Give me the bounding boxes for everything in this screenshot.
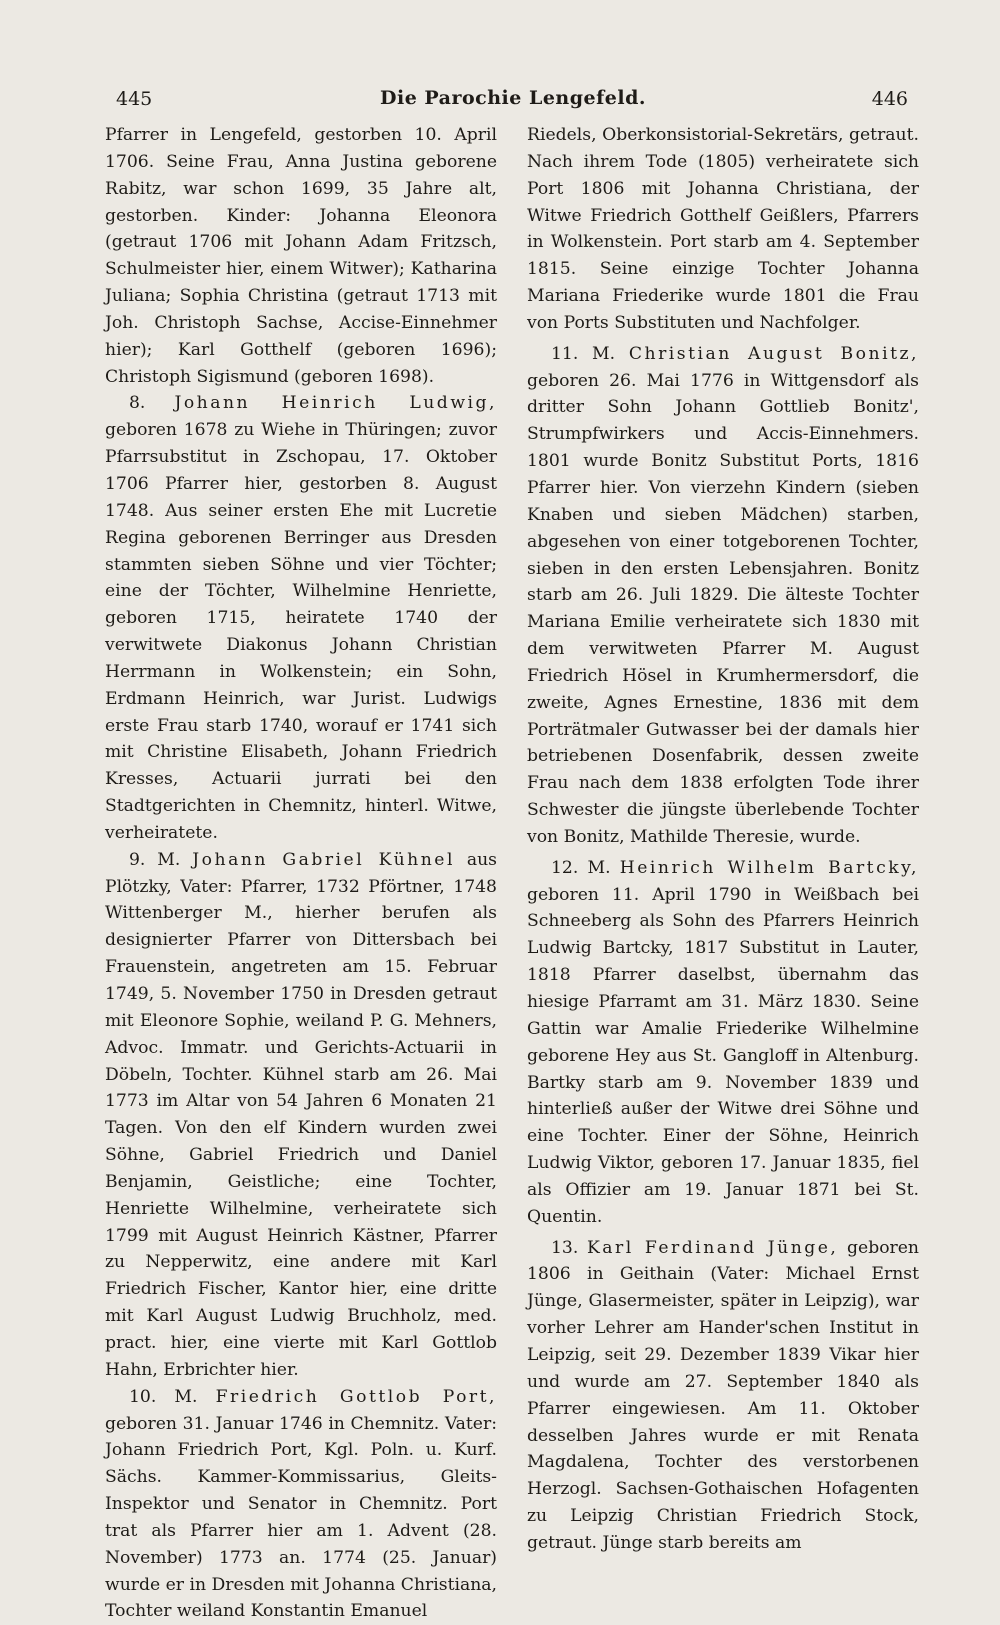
entry-number: 13. <box>551 1237 579 1258</box>
entry-text: geboren 26. Mai 1776 in Wittgensdorf als dritter Sohn Johann Gottlieb Bonitz', Strumpfwirkers und Accis-Einnehmers. 1801 wurde Bonitz Substitut Ports, 1816 Pfarrer hier. Von vierzehn Kindern (sieben Knaben und sieben Mädchen) starben, abgesehen von einer totgeborenen Tochter, sieben in den ersten Lebensjahren. Bonitz starb am 26. Juli 1829. Die älteste Tochter Mariana Emilie verheiratete sich 1830 mit dem verwitweten Pfarrer M. August Friedrich Hösel in Krumhermersdorf, die zweite, Agnes Ernestine, 1836 mit dem Porträtmaler Gutwasser bei der damals hier betriebenen Dosenfabrik, dessen zweite Frau nach dem 1838 erfolgten Tode ihrer Schwester die jüngste überlebende Tochter von Bonitz, Mathilde Theresie, wurde. <box>527 370 919 847</box>
running-title: Die Parochie Lengefeld. <box>380 87 646 109</box>
entry-number: 9. M. <box>129 849 181 870</box>
entry-number: 11. M. <box>551 343 616 364</box>
entry-pastor-9 <box>105 847 497 1384</box>
entry-number: 12. M. <box>551 857 611 878</box>
left-column <box>105 122 497 1625</box>
paragraph-continuation: Riedels, Oberkonsistorial-Sekretärs, getraut. Nach ihrem Tode (1805) verheiratete sich Port 1806 mit Johanna Christiana, der Witwe Friedrich Gotthelf Geißlers, Pfarrers in Wolkenstein. Port starb am 4. September 1815. Seine einzige Tochter Johanna Mariana Friederike wurde 1801 die Frau von Ports Substituten und Nachfolger. <box>527 125 919 333</box>
entry-number: 8. <box>129 393 146 414</box>
left-page-number: 445 <box>116 88 153 110</box>
pastor-name: Christian August Bonitz, <box>628 343 920 364</box>
entry-text: aus Plötzky, Vater: Pfarrer, 1732 Pförtner, 1748 Wittenberger M., hierher berufen als designierter Pfarrer von Dittersbach bei Frauenstein, angetreten am 15. Februar 1749, 5. November 1750 in Dresden getraut mit Eleonore Sophie, weiland P. G. Mehners, Advoc. Immatr. und Gerichts-Actuarii in Döbeln, Tochter. Kühnel starb am 26. Mai 1773 im Altar von 54 Jahren 6 Monaten 21 Tagen. Von den elf Kindern wurden zwei Söhne, Gabriel Friedrich und Daniel Benjamin, Geistliche; eine Tochter, Henriette Wilhelmine, verheiratete sich 1799 mit August Heinrich Kästner, Pfarrer zu Nepperwitz, eine andere mit Karl Friedrich Fischer, Kantor hier, eine dritte mit Karl August Ludwig Bruchholz, med. pract. hier, eine vierte mit Karl Gottlob Hahn, Erbrichter hier. <box>105 849 497 1380</box>
page-header <box>108 88 918 116</box>
entry-pastor-10 <box>105 1384 497 1625</box>
entry-number: 10. M. <box>129 1386 198 1407</box>
pastor-name: Friedrich Gottlob Port, <box>215 1386 498 1407</box>
pastor-name: Heinrich Wilhelm Bartcky, <box>619 857 920 878</box>
right-column <box>527 122 919 1557</box>
entry-text: geboren 31. Januar 1746 in Chemnitz. Vater: Johann Friedrich Port, Kgl. Poln. u. Kurf. Sächs. Kammer-Kommissarius, Gleits-Inspektor und Senator in Chemnitz. Port trat als Pfarrer hier am 1. Advent (28. November) 1773 an. 1774 (25. Januar) wurde er in Dresden mit Johanna Christiana, Tochter weiland Konstantin Emanuel <box>105 1413 497 1622</box>
entry-pastor-11 <box>527 341 919 851</box>
pastor-name: Johann Gabriel Kühnel <box>192 849 455 870</box>
entry-text: geboren 1806 in Geithain (Vater: Michael Ernst Jünge, Glasermeister, später in Leipzig), war vorher Lehrer am Hander'schen Institut in Leipzig, seit 29. Dezember 1839 Vikar hier und wurde am 27. September 1840 als Pfarrer eingewiesen. Am 11. Oktober desselben Jahres wurde er mit Renata Magdalena, Tochter des verstorbenen Herzogl. Sachsen-Gothaischen Hofagenten zu Leipzig Christian Friedrich Stock, getraut. Jünge starb bereits am <box>527 1237 919 1553</box>
entry-text: geboren 11. April 1790 in Weißbach bei Schneeberg als Sohn des Pfarrers Heinrich Ludwig Bartcky, 1817 Substitut in Lauter, 1818 Pfarrer daselbst, übernahm das hiesige Pfarramt am 31. März 1830. Seine Gattin war Amalie Friederike Wilhelmine geborene Hey aus St. Gangloff in Altenburg. Bartky starb am 9. November 1839 und hinterließ außer der Witwe drei Söhne und eine Tochter. Einer der Söhne, Heinrich Ludwig Viktor, geboren 17. Januar 1835, fiel als Offizier am 19. Januar 1871 bei St. Quentin. <box>527 884 919 1227</box>
pastor-name: Johann Heinrich Ludwig, <box>174 393 497 414</box>
entry-pastor-13 <box>527 1235 919 1557</box>
entry-pastor-12 <box>527 855 919 1231</box>
right-page-number: 446 <box>871 88 908 110</box>
paragraph-continuation: Pfarrer in Lengefeld, gestorben 10. April 1706. Seine Frau, Anna Justina geborene Rabitz, war schon 1699, 35 Jahre alt, gestorben. Kinder: Johanna Eleonora (getraut 1706 mit Johann Adam Fritzsch, Schulmeister hier, einem Witwer); Katharina Juliana; Sophia Christina (getraut 1713 mit Joh. Christoph Sachse, Accise-Einnehmer hier); Karl Gotthelf (geboren 1696); Christoph Sigismund (geboren 1698). <box>105 125 497 387</box>
entry-text: geboren 1678 zu Wiehe in Thüringen; zuvor Pfarrsubstitut in Zschopau, 17. Oktober 1706 Pfarrer hier, gestorben 8. August 1748. Aus seiner ersten Ehe mit Lucretie Regina geborenen Berringer aus Dresden stammten sieben Söhne und vier Töchter; eine der Töchter, Wilhelmine Henriette, geboren 1715, heiratete 1740 der verwitwete Diakonus Johann Christian Herrmann in Wolkenstein; ein Sohn, Erdmann Heinrich, war Jurist. Ludwigs erste Frau starb 1740, worauf er 1741 sich mit Christine Elisabeth, Johann Friedrich Kresses, Actuarii jurrati bei den Stadtgerichten in Chemnitz, hinterl. Witwe, verheiratete. <box>105 420 497 843</box>
entry-pastor-8 <box>105 390 497 846</box>
pastor-name: Karl Ferdinand Jünge, <box>586 1237 839 1258</box>
